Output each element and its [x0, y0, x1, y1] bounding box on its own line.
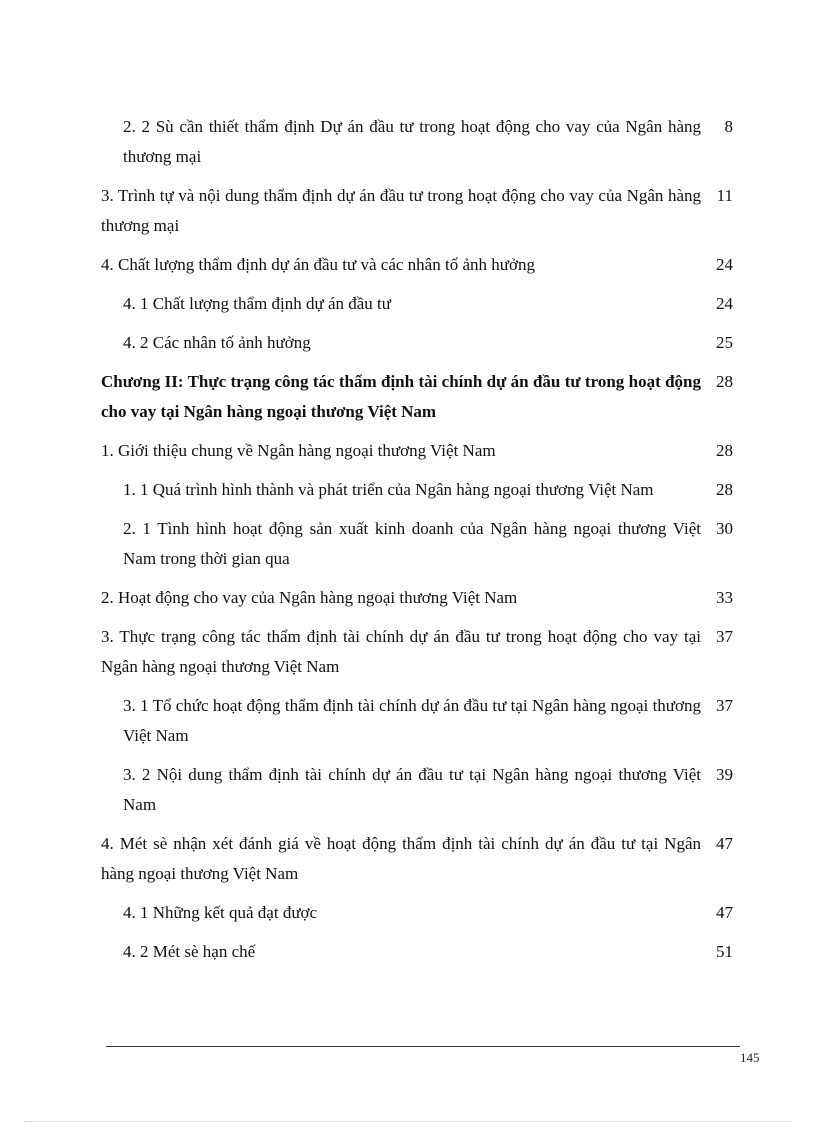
toc-entry-page: 25 — [716, 333, 733, 352]
toc-entry-text: 4. 2 Các nhân tố ảnh hưởng — [123, 333, 311, 352]
toc-entry — [101, 898, 741, 928]
toc-entry — [101, 937, 741, 967]
toc-entry-text: 3. 2 Nội dung thẩm định tài chính dự án đầu tư tại Ngân hàng ngoại thương Việt Nam — [123, 765, 701, 814]
toc-entry — [101, 691, 741, 751]
toc-chapter-heading — [101, 367, 741, 427]
toc-entry — [101, 250, 741, 280]
toc-entry-text: 4. Mét sè nhận xét đánh giá về hoạt động thẩm định tài chính dự án đầu tư tại Ngân hàng ngoại thương Việt Nam — [101, 834, 701, 883]
toc-entry-page: 8 — [724, 117, 733, 136]
toc-entry-text: Chương II: Thực trạng công tác thẩm định tài chính dự án đầu tư trong hoạt động cho vay tại Ngân hàng ngoại thương Việt Nam — [101, 372, 701, 421]
toc-entry-page: 24 — [716, 255, 733, 274]
toc-entry-page: 51 — [716, 942, 733, 961]
toc-entry — [101, 436, 741, 466]
toc-entry — [101, 622, 741, 682]
page-number: 145 — [740, 1050, 760, 1065]
toc-entry-text: 4. Chất lượng thẩm định dự án đầu tư và các nhân tố ảnh hưởng — [101, 255, 535, 274]
toc-entry-text: 3. 1 Tổ chức hoạt động thẩm định tài chính dự án đầu tư tại Ngân hàng ngoại thương Việt Nam — [123, 696, 701, 745]
toc-entry-text: 3. Trình tự và nội dung thẩm định dự án đầu tư trong hoạt động cho vay của Ngân hàng thương mại — [101, 186, 701, 235]
toc-entry-text: 1. 1 Quá trình hình thành và phát triển của Ngân hàng ngoại thương Việt Nam — [123, 480, 654, 499]
toc-entry — [101, 112, 741, 172]
toc-entry — [101, 514, 741, 574]
toc-entry-text: 1. Giới thiệu chung về Ngân hàng ngoại thương Việt Nam — [101, 441, 496, 460]
toc-entry-page: 37 — [716, 627, 733, 646]
toc-entry-text: 2. 1 Tình hình hoạt động sản xuất kinh doanh của Ngân hàng ngoại thương Việt Nam trong thời gian qua — [123, 519, 701, 568]
toc-entry-text: 2. Hoạt động cho vay của Ngân hàng ngoại thương Việt Nam — [101, 588, 518, 607]
toc-entry-page: 28 — [716, 480, 733, 499]
toc-entry-page: 11 — [716, 186, 733, 205]
toc-entry-page: 28 — [716, 372, 733, 391]
toc-entry-page: 47 — [716, 903, 733, 922]
toc-entry — [101, 760, 741, 820]
toc-entry-page: 30 — [716, 519, 733, 538]
toc-entry-text: 4. 1 Chất lượng thẩm định dự án đầu tư — [123, 294, 391, 313]
toc-entry — [101, 181, 741, 241]
toc-entry-page: 28 — [716, 441, 733, 460]
toc-entry — [101, 289, 741, 319]
toc-entry-page: 33 — [716, 588, 733, 607]
toc-entry-text: 4. 2 Mét sè hạn chế — [123, 942, 256, 961]
footer-divider — [106, 1046, 740, 1047]
page-bottom-edge — [24, 1121, 792, 1122]
toc-entry — [101, 475, 741, 505]
toc-entry-page: 24 — [716, 294, 733, 313]
toc-entry — [101, 829, 741, 889]
toc-entry-text: 4. 1 Những kết quả đạt được — [123, 903, 318, 922]
toc-entry-page: 37 — [716, 696, 733, 715]
toc-entry-page: 39 — [716, 765, 733, 784]
toc-entry — [101, 583, 741, 613]
table-of-contents — [101, 112, 741, 976]
toc-entry-page: 47 — [716, 834, 733, 853]
toc-entry-text: 2. 2 Sù cần thiết thẩm định Dự án đầu tư trong hoạt động cho vay của Ngân hàng thương mại — [123, 117, 701, 166]
toc-entry-text: 3. Thực trạng công tác thẩm định tài chính dự án đầu tư trong hoạt động cho vay tại Ngân hàng ngoại thương Việt Nam — [101, 627, 701, 676]
toc-entry — [101, 328, 741, 358]
